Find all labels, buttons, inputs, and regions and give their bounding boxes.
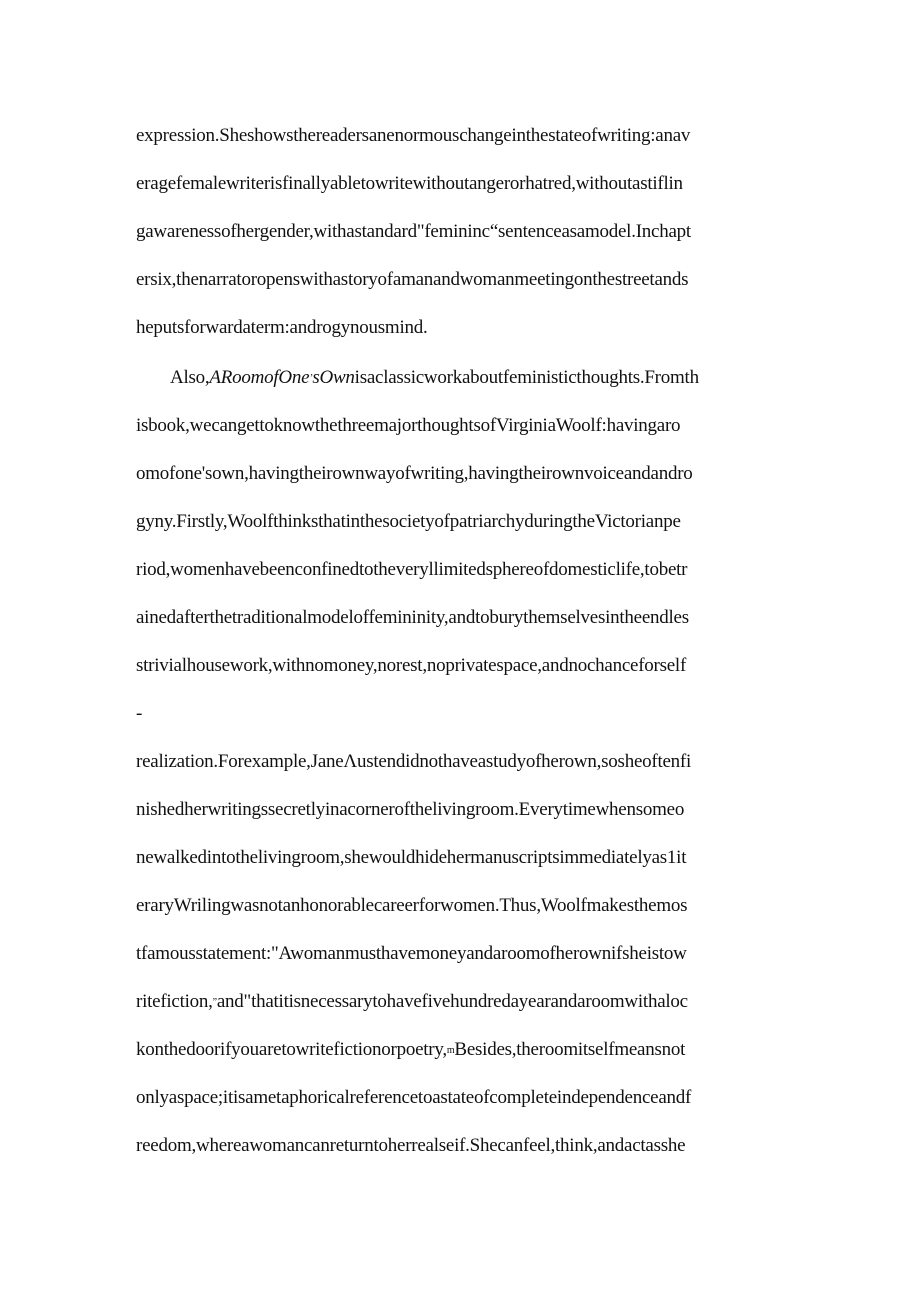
book-title-apostrophe: ’ xyxy=(309,373,313,384)
paragraph-lead: Also, xyxy=(170,367,210,388)
text-line-19 xyxy=(136,990,796,1015)
text-line-4: ersix,thenarratoropenswithastoryofamanandwomanmeetingonthestreetands xyxy=(136,269,689,290)
text-line-18: tfamousstatement:"Awomanmusthavemoneyandaroomofherownifsheistow xyxy=(136,943,687,964)
text-line-8: omofone'sown,havingtheirownwayofwriting,havingtheirownvoiceandandro xyxy=(136,463,693,484)
superscript-mark: m xyxy=(446,1045,455,1056)
text-line-14: realization.Forexample,JaneΛustendidnothaveastudyofherown,sosheoftenfi xyxy=(136,751,692,772)
text-line-7: isbook,wecangettoknowthethreemajorthoughtsofVirginiaWoolf:havingaro xyxy=(136,415,681,436)
book-title-part-a: ARoomofOne xyxy=(209,367,310,388)
text-line-2: eragefemalewriterisfinallyabletowritewithoutangerorhatred,withoutastiflin xyxy=(136,173,683,194)
closing-quote-mark: ” xyxy=(212,997,217,1008)
text-line-1: expression.Sheshowsthereadersanenormouschangeinthestateofwriting:anav xyxy=(136,125,691,146)
text-line-12: strivialhousework,withnomoney,norest,noprivatespace,andnochanceforself xyxy=(136,655,687,676)
text-line-17: eraryWrilingwasnotanhonorablecareerforwomen.Thus,Woolfmakesthemos xyxy=(136,895,688,916)
paragraph-lead-tail: isaclassicworkaboutfeministicthoughts.Fromth xyxy=(354,367,699,388)
paragraph-2-first-line xyxy=(170,366,796,391)
book-title-part-b: sOwn xyxy=(312,367,355,388)
line-19-tail: and"thatitisnecessarytohavefivehundredayearandaroomwithaloc xyxy=(216,991,688,1012)
text-line-10: riod,womenhavebeenconfinedtotheveryllimitedsphereofdomesticlife,tobetr xyxy=(136,559,688,580)
text-line-9: gyny.Firstly,WoolfthinksthatinthesocietyofpatriarchyduringtheVictorianpe xyxy=(136,511,681,532)
text-line-15: nishedherwritingssecretlyinacorneroftheliving​room.Everytimewhensomeo xyxy=(136,799,685,820)
text-line-3: gawarenessofhergender,withastandard"femininc“sentenceasamodel.Inchapt xyxy=(136,221,691,242)
text-line-16: newalkedintothelivingroom,shewouldhidehermanuscriptsimmediatelyas1it xyxy=(136,847,687,868)
text-line-5: heputsforwardaterm:androgynousmind. xyxy=(136,317,428,338)
line-19-lead: ritefiction, xyxy=(136,991,213,1012)
line-20-lead: konthedoorifyouaretowritefictionorpoetry, xyxy=(136,1039,447,1060)
text-line-hyphen: - xyxy=(136,703,143,724)
text-line-11: ainedafterthetraditionalmodeloffemininity,andtoburythemselvesintheendles xyxy=(136,607,689,628)
line-20-tail: Besides,theroomitselfmeansnot xyxy=(454,1039,686,1060)
text-line-22: reedom,whereawomancanreturntoherrealseif.Shecanfeel,think,andactasshe xyxy=(136,1135,686,1156)
text-line-21: onlyaspace;itisametaphoricalreferencetoastateofcompleteindependenceandf xyxy=(136,1087,692,1108)
text-line-20 xyxy=(136,1038,796,1063)
